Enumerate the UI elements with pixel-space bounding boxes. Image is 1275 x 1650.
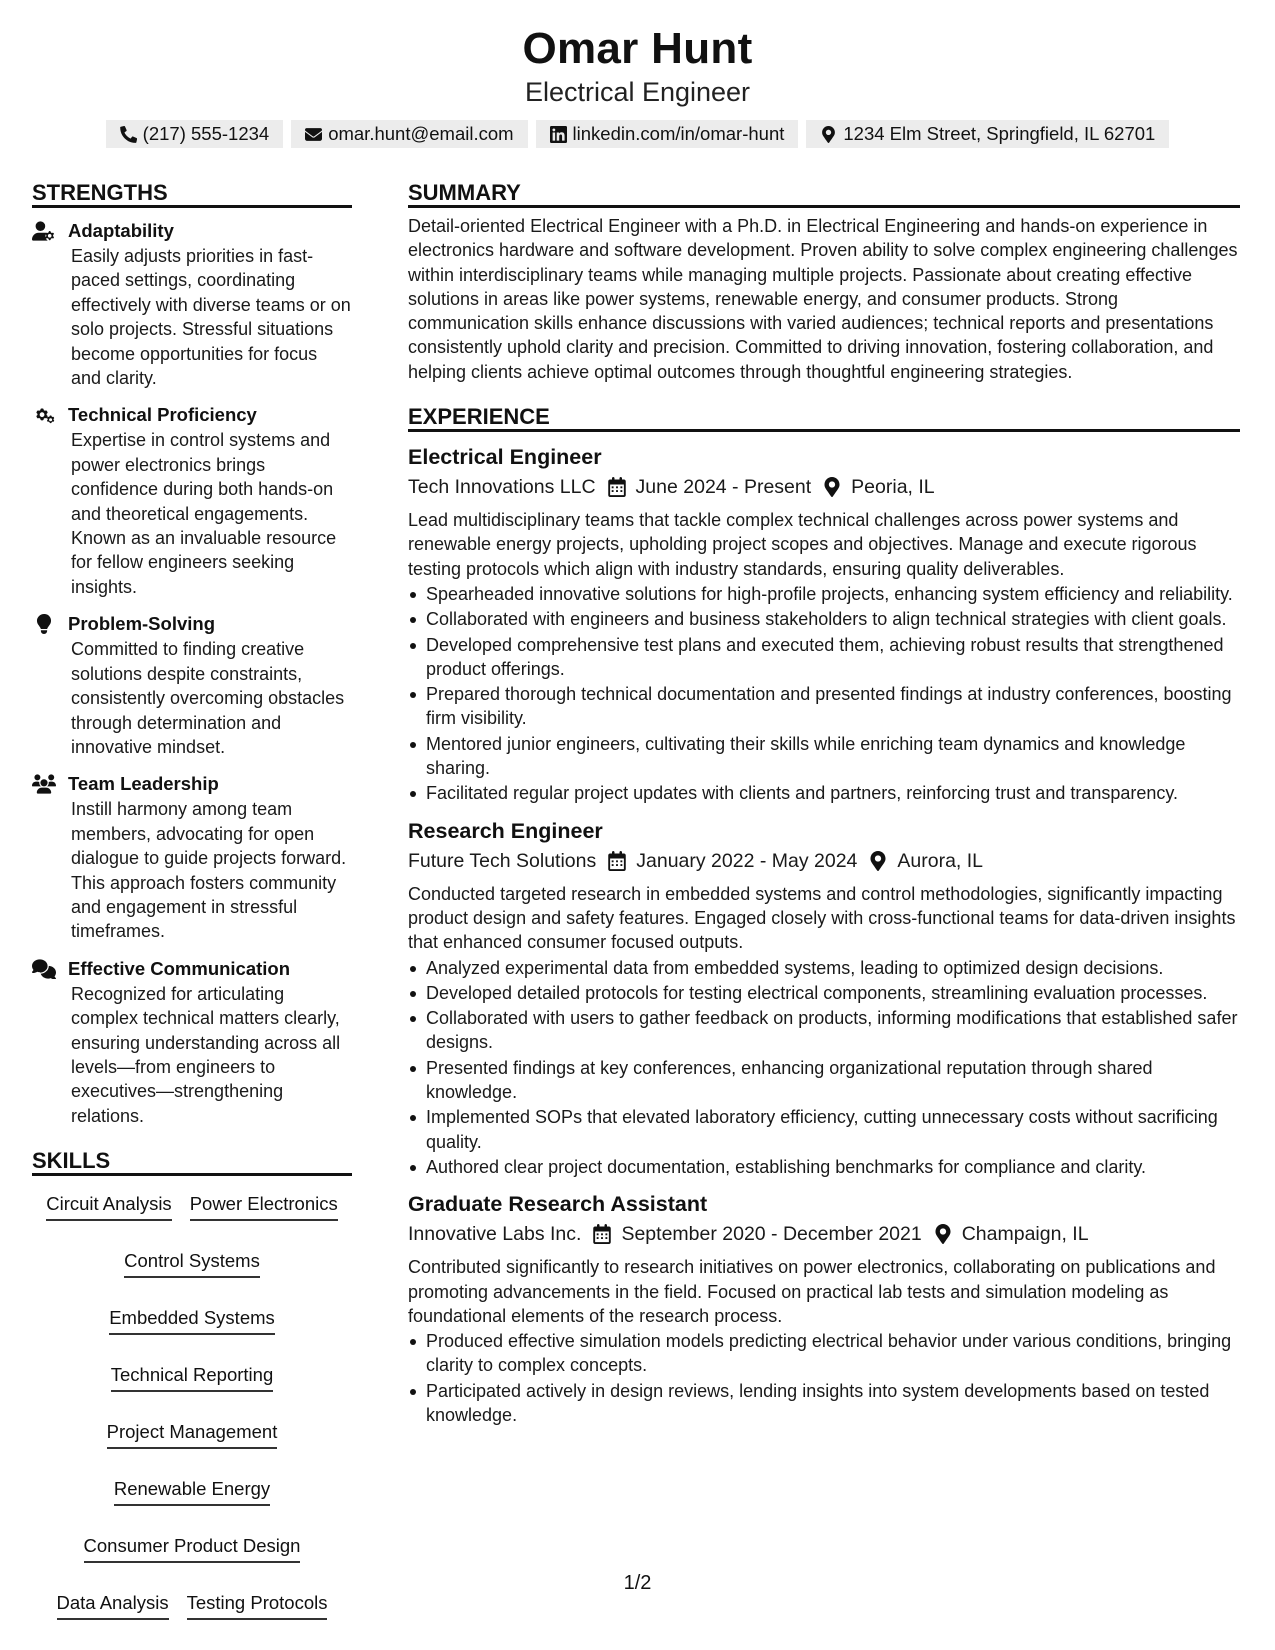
job-location: Champaign, IL [961, 1223, 1089, 1246]
job-dates: June 2024 - Present [635, 476, 812, 499]
contact-linkedin-text: linkedin.com/in/omar-hunt [572, 123, 785, 144]
page-number: 1/2 [623, 1572, 652, 1594]
strength-title: Technical Proficiency [68, 404, 257, 426]
candidate-name: Omar Hunt [522, 24, 753, 73]
skill-tag: Technical Reporting [111, 1363, 273, 1392]
strength-item [32, 218, 352, 390]
strength-title: Team Leadership [68, 773, 219, 795]
bullet-item: Developed comprehensive test plans and executed them, achieving robust results that strengthened product offerings. [408, 633, 1240, 682]
strength-title: Problem-Solving [68, 613, 215, 635]
bullet-item: Authored clear project documentation, establishing benchmarks for compliance and clarity. [408, 1155, 1240, 1179]
strength-item [32, 611, 352, 759]
contact-address-text: 1234 Elm Street, Springfield, IL 62701 [843, 123, 1156, 144]
bullet-item: Prepared thorough technical documentation and presented findings at industry conferences, boosting firm visibility. [408, 682, 1240, 731]
bullet-item: Analyzed experimental data from embedded systems, leading to optimized design decisions. [408, 956, 1240, 980]
job-title: Electrical Engineer [408, 445, 602, 470]
job-description: Lead multidisciplinary teams that tackle complex technical challenges across power systems and renewable energy projects, upholding project scopes and objectives. Manage and execute rigorous testing protocols which align with industry standards, ensuring quality deliverables. [408, 510, 1197, 579]
user-gear-icon [32, 221, 56, 241]
calendar-icon [608, 477, 626, 497]
users-icon [32, 774, 56, 794]
bullet-item: Developed detailed protocols for testing electrical components, streamlining evaluation processes. [408, 981, 1240, 1005]
job-title: Graduate Research Assistant [408, 1192, 708, 1217]
skill-tag: Testing Protocols [187, 1591, 328, 1620]
job-entry [408, 816, 1240, 1180]
skill-tag: Circuit Analysis [46, 1192, 171, 1221]
summary-heading: SUMMARY [408, 178, 1240, 208]
job-meta [408, 472, 1240, 502]
strength-item [32, 956, 352, 1128]
job-company: Innovative Labs Inc. [408, 1223, 582, 1246]
strength-description: Instill harmony among team members, advocating for open dialogue to guide projects forward. This approach fosters community and engagement in stressful timeframes. [71, 799, 347, 942]
bullet-item: Facilitated regular project updates with clients and partners, reinforcing trust and transparency. [408, 781, 1240, 805]
candidate-title: Electrical Engineer [524, 77, 751, 107]
bullet-item: Implemented SOPs that elevated laboratory efficiency, cutting unnecessary costs without sacrificing quality. [408, 1105, 1240, 1154]
lightbulb-icon [32, 614, 56, 634]
strength-description: Recognized for articulating complex technical matters clearly, ensuring understanding across all levels—from engineers to executives—strengthening relations. [71, 983, 341, 1126]
linkedin-icon [550, 126, 567, 143]
bullet-item: Mentored junior engineers, cultivating their skills while enriching team dynamics and knowledge sharing. [408, 732, 1240, 781]
skill-list [32, 1186, 352, 1620]
job-meta [408, 1219, 1240, 1249]
strength-description: Easily adjusts priorities in fast-paced settings, coordinating effectively with diverse teams or on solo projects. Stressful situations become opportunities for focus and clarity. [71, 246, 351, 389]
job-location: Aurora, IL [897, 849, 984, 872]
left-column [32, 178, 352, 1620]
strength-description: Expertise in control systems and power electronics brings confidence during both hands-on and theoretical engagements. Known as an invaluable resource for fellow engineers seeking insights. [71, 430, 337, 597]
skill-tag: Power Electronics [190, 1192, 338, 1221]
map-pin-icon [869, 851, 887, 871]
contact-address [806, 120, 1169, 148]
contact-email-text: omar.hunt@email.com [328, 123, 514, 144]
job-company: Future Tech Solutions [408, 849, 597, 872]
bullet-item: Participated actively in design reviews, lending insights into system developments based on tested knowledge. [408, 1379, 1240, 1428]
envelope-icon [305, 126, 322, 143]
skill-tag: Embedded Systems [109, 1306, 275, 1335]
job-bullets [408, 956, 1240, 1180]
bullet-item: Produced effective simulation models predicting electrical behavior under various conditions, bringing clarity to complex concepts. [408, 1329, 1240, 1378]
job-location: Peoria, IL [851, 476, 935, 499]
job-meta [408, 846, 1240, 876]
skill-tag: Consumer Product Design [84, 1534, 301, 1563]
job-bullets [408, 1329, 1240, 1427]
calendar-icon [593, 1224, 611, 1244]
map-pin-icon [934, 1224, 952, 1244]
contact-email[interactable] [291, 120, 527, 148]
job-description: Conducted targeted research in embedded systems and control methodologies, significantly impacting product design and safety features. Engaged closely with cross-functional teams for data-driven insights that enhanced consumer focused outputs. [408, 883, 1236, 953]
skill-tag: Project Management [107, 1420, 278, 1449]
job-dates: September 2020 - December 2021 [621, 1223, 922, 1246]
job-dates: January 2022 - May 2024 [636, 849, 858, 872]
skill-tag: Data Analysis [57, 1591, 169, 1620]
job-title: Research Engineer [408, 818, 603, 843]
strengths-heading: STRENGTHS [32, 178, 352, 208]
strength-title: Effective Communication [68, 957, 291, 979]
resume-header [0, 22, 1275, 148]
phone-icon [120, 126, 137, 143]
experience-section [408, 402, 1240, 1427]
job-bullets [408, 582, 1240, 806]
map-pin-icon [823, 477, 841, 497]
skill-tag: Control Systems [124, 1249, 260, 1278]
bullet-item: Collaborated with users to gather feedback on products, informing modifications that established safer designs. [408, 1006, 1240, 1055]
contact-bar [0, 120, 1275, 148]
job-description: Contributed significantly to research initiatives on power electronics, collaborating on publications and promoting advancements in the field. Focused on practical lab tests and simulation modeling as foundational elements of the research process. [408, 1257, 1216, 1326]
skills-section [32, 1146, 352, 1620]
experience-heading: EXPERIENCE [408, 402, 1240, 432]
bullet-item: Collaborated with engineers and business stakeholders to align technical strategies with client goals. [408, 607, 1240, 631]
skills-heading: SKILLS [32, 1146, 352, 1176]
comments-icon [32, 959, 56, 979]
job-entry [408, 1189, 1240, 1427]
strength-item [32, 402, 352, 599]
gears-icon [32, 405, 56, 425]
right-column [408, 178, 1240, 1427]
summary-text: Detail-oriented Electrical Engineer with a Ph.D. in Electrical Engineering and hands-on experience in electronics hardware and software development. Proven ability to solve complex engineering challenges within interdisciplinary teams while managing multiple projects. Passionate about creating effective solutions in areas like power systems, renewable energy, and consumer products. Strong communication skills enhance discussions with varied audiences; technical reports and presentations consistently uphold clarity and precision. Committed to driving innovation, fostering collaboration, and helping clients achieve optimal outcomes through thoughtful engineering strategies. [408, 216, 1238, 382]
job-entry [408, 442, 1240, 806]
strength-item [32, 771, 352, 943]
strength-description: Committed to finding creative solutions despite constraints, consistently overcoming obstacles through determination and innovative mindset. [71, 639, 345, 757]
contact-phone-text: (217) 555-1234 [142, 123, 270, 144]
strength-title: Adaptability [68, 220, 174, 241]
contact-linkedin[interactable] [536, 120, 799, 148]
job-company: Tech Innovations LLC [408, 476, 596, 499]
calendar-icon [608, 851, 626, 871]
contact-phone[interactable] [106, 120, 284, 148]
map-pin-icon [820, 126, 837, 143]
skill-tag: Renewable Energy [114, 1477, 270, 1506]
bullet-item: Spearheaded innovative solutions for high-profile projects, enhancing system efficiency and reliability. [408, 582, 1240, 606]
bullet-item: Presented findings at key conferences, enhancing organizational reputation through shared knowledge. [408, 1056, 1240, 1105]
